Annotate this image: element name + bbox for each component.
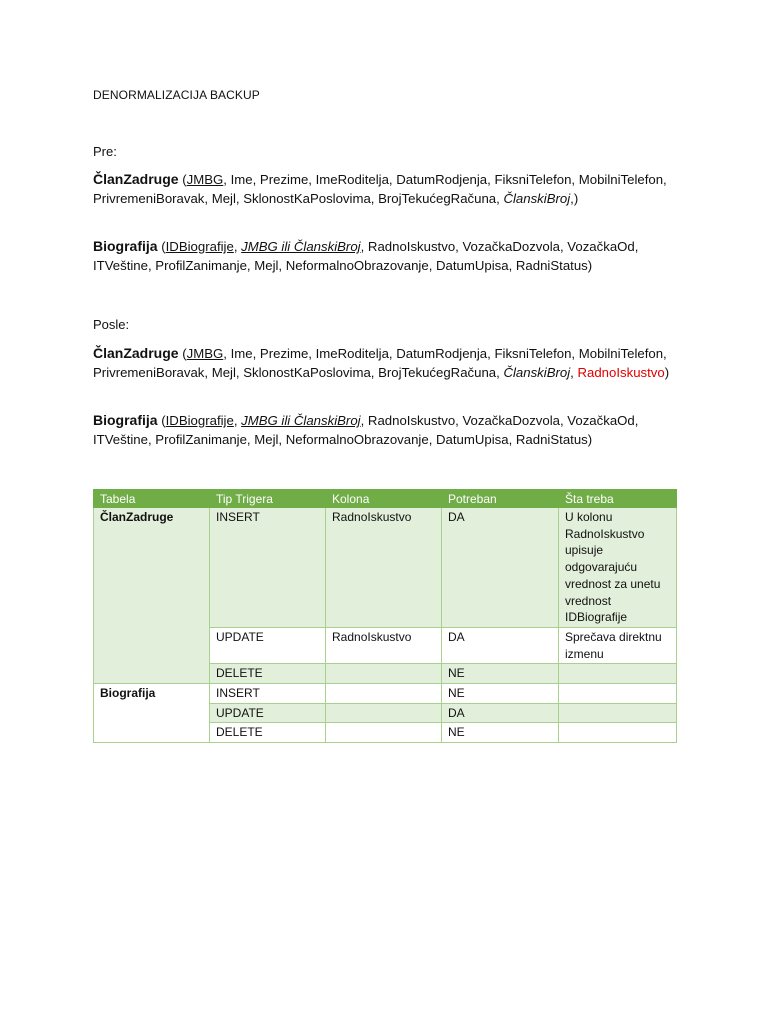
table-cell [559, 723, 677, 743]
attribute-list: , RadnoIskustvo, VozačkaDozvola, VozačkaOd, ITVeštine, ProfilZanimanje, Mejl, NeformalnoObrazovanje, DatumUpisa, RadniStatus) [93, 239, 639, 273]
foreign-key: JMBG ili ČlanskiBroj [241, 239, 361, 254]
table-cell: NE [442, 684, 559, 704]
after-label: Posle: [93, 317, 130, 332]
column-header-potreban: Potreban [442, 490, 559, 508]
attribute-list: , RadnoIskustvo, VozačkaDozvola, VozačkaOd, ITVeštine, ProfilZanimanje, Mejl, NeformalnoObrazovanje, DatumUpisa, RadniStatus) [93, 413, 639, 447]
after-bio-schema: Biografija (IDBiografije, JMBG ili ČlanskiBroj, RadnoIskustvo, VozačkaDozvola, VozačkaOd, ITVeštine, ProfilZanimanje, Mejl, NeformalnoObrazovanje, DatumUpisa, RadniStatus) [93, 412, 639, 447]
primary-key: JMBG [186, 172, 224, 187]
table-cell: INSERT [210, 684, 326, 704]
table-cell: UPDATE [210, 627, 326, 663]
foreign-key: ČlanskiBroj [503, 191, 571, 206]
primary-key: IDBiografije [165, 239, 234, 254]
column-header-kolona: Kolona [326, 490, 442, 508]
table-row [94, 508, 677, 628]
table-cell: DELETE [210, 723, 326, 743]
table-cell: DELETE [210, 664, 326, 684]
table-cell: ČlanZadruge [94, 508, 210, 684]
table-cell [326, 664, 442, 684]
entity-name: Biografija [93, 238, 158, 254]
table-cell [326, 723, 442, 743]
table-cell [559, 664, 677, 684]
primary-key: IDBiografije [165, 413, 234, 428]
table-cell: RadnoIskustvo [326, 627, 442, 663]
table-cell [326, 703, 442, 723]
column-header-sta-treba: Šta treba [559, 490, 677, 508]
trigger-table [93, 489, 677, 743]
entity-name: ČlanZadruge [93, 345, 179, 361]
table-header-row [94, 490, 677, 508]
attribute-list: , Ime, Prezime, ImeRoditelja, DatumRodjenja, FiksniTelefon, MobilniTelefon, PrivremeniBoravak, Mejl, SklonostKaPoslovima, BrojTekućegRačuna, [93, 172, 667, 206]
entity-name: ČlanZadruge [93, 171, 179, 187]
table-cell: INSERT [210, 508, 326, 628]
before-bio-schema: Biografija (IDBiografije, JMBG ili ČlanskiBroj, RadnoIskustvo, VozačkaDozvola, VozačkaOd, ITVeštine, ProfilZanimanje, Mejl, NeformalnoObrazovanje, DatumUpisa, RadniStatus) [93, 238, 639, 273]
foreign-key: JMBG ili ČlanskiBroj [241, 413, 361, 428]
table-cell: RadnoIskustvo [326, 508, 442, 628]
table-cell: Sprečava direktnu izmenu [559, 627, 677, 663]
column-header-tip-trigera: Tip Trigera [210, 490, 326, 508]
before-label: Pre: [93, 144, 117, 159]
table-cell: DA [442, 508, 559, 628]
table-cell: NE [442, 723, 559, 743]
table-row [94, 684, 677, 704]
document-title: DENORMALIZACIJA BACKUP [93, 88, 260, 102]
entity-name: Biografija [93, 412, 158, 428]
added-attribute: RadnoIskustvo [577, 365, 665, 380]
after-clan-schema: ČlanZadruge (JMBG, Ime, Prezime, ImeRoditelja, DatumRodjenja, FiksniTelefon, MobilniTelefon, PrivremeniBoravak, Mejl, SklonostKaPoslovima, BrojTekućegRačuna, ČlanskiBroj, RadnoIskustvo) [93, 345, 670, 380]
primary-key: JMBG [186, 346, 224, 361]
table-cell: DA [442, 703, 559, 723]
column-header-tabela: Tabela [94, 490, 210, 508]
before-clan-schema: ČlanZadruge (JMBG, Ime, Prezime, ImeRoditelja, DatumRodjenja, FiksniTelefon, MobilniTelefon, PrivremeniBoravak, Mejl, SklonostKaPoslovima, BrojTekućegRačuna, ČlanskiBroj,) [93, 171, 667, 206]
table-cell: U kolonu RadnoIskustvo upisuje odgovarajuću vrednost za unetu vrednost IDBiografije [559, 508, 677, 628]
table-cell [326, 684, 442, 704]
table-cell: DA [442, 627, 559, 663]
table-cell: Biografija [94, 684, 210, 743]
attribute-list: , Ime, Prezime, ImeRoditelja, DatumRodjenja, FiksniTelefon, MobilniTelefon, PrivremeniBoravak, Mejl, SklonostKaPoslovima, BrojTekućegRačuna, [93, 346, 667, 380]
foreign-key: ČlanskiBroj [503, 365, 571, 380]
table-cell [559, 703, 677, 723]
table-cell: NE [442, 664, 559, 684]
table-cell: UPDATE [210, 703, 326, 723]
table-cell [559, 684, 677, 704]
